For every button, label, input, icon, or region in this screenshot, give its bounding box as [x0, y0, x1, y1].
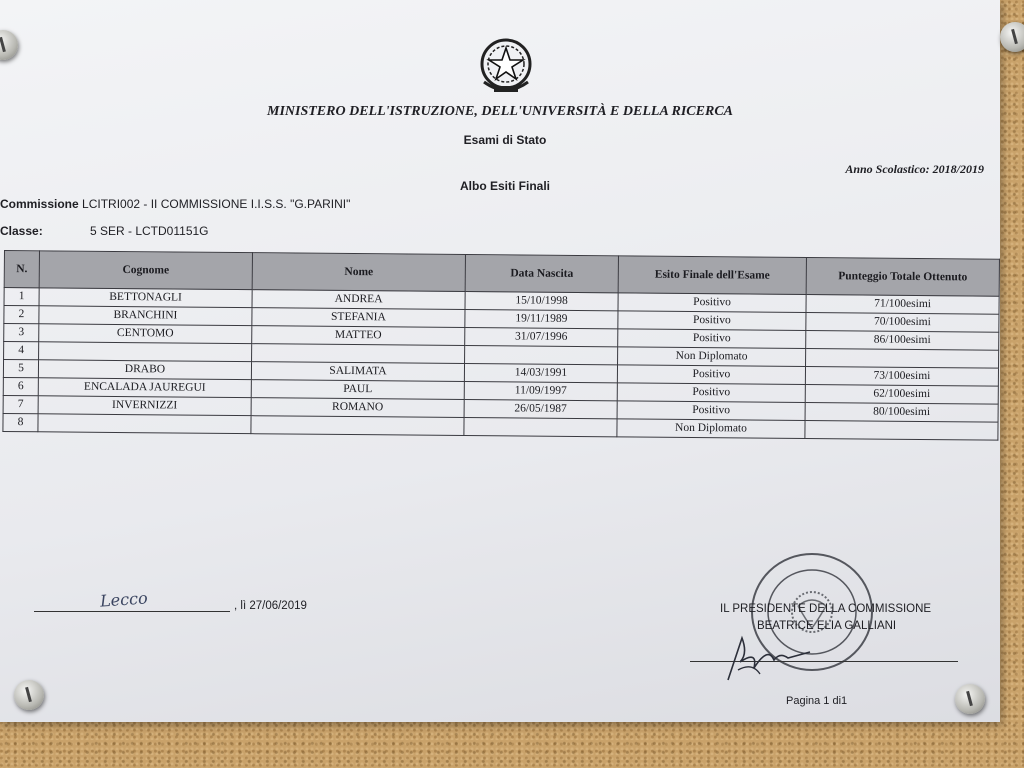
- cell-birthdate: [465, 346, 618, 365]
- cell-birthdate: 31/07/1996: [465, 328, 618, 347]
- cell-surname: DRABO: [38, 360, 251, 380]
- commission-line: [0, 197, 350, 211]
- commission-value: LCITRI002 - II COMMISSIONE I.I.S.S. "G.PARINI": [82, 197, 351, 211]
- exam-title: Esami di Stato: [463, 133, 547, 147]
- cell-name: SALIMATA: [251, 362, 464, 382]
- cell-name: PAUL: [251, 380, 464, 400]
- handwritten-place: Lecco: [99, 588, 149, 611]
- cell-number: 2: [4, 306, 39, 324]
- cell-surname: [39, 342, 252, 362]
- cell-outcome: Positivo: [618, 293, 806, 313]
- cell-number: 6: [3, 377, 38, 395]
- col-score: Punteggio Totale Ottenuto: [806, 258, 999, 297]
- cell-score: 80/100esimi: [805, 402, 998, 422]
- cell-surname: ENCALADA JAUREGUI: [38, 378, 251, 398]
- cell-score: 73/100esimi: [805, 366, 998, 386]
- cell-score: [806, 348, 999, 368]
- commission-label: Commissione: [0, 197, 79, 211]
- cell-name: [252, 344, 465, 364]
- cell-outcome: Positivo: [618, 329, 806, 349]
- pushpin-icon: [1000, 22, 1024, 52]
- col-name: Nome: [252, 253, 465, 292]
- cell-outcome: Non Diplomato: [617, 419, 805, 439]
- place-signature-line: [34, 611, 230, 612]
- cell-birthdate: [464, 418, 617, 437]
- school-year: Anno Scolastico: 2018/2019: [845, 162, 984, 176]
- pushpin-icon: [14, 680, 44, 710]
- class-line: [0, 224, 209, 238]
- cell-number: 1: [4, 288, 39, 306]
- cell-outcome: Positivo: [617, 365, 805, 385]
- cell-score: 71/100esimi: [806, 295, 999, 315]
- ministry-title: MINISTERO DELL'ISTRUZIONE, DELL'UNIVERSITÀ E DELLA RICERCA: [267, 104, 733, 119]
- cell-name: MATTEO: [252, 326, 465, 346]
- col-surname: Cognome: [39, 251, 252, 290]
- cell-surname: BETTONAGLI: [39, 288, 252, 308]
- cell-surname: CENTOMO: [39, 324, 252, 344]
- cell-birthdate: 19/11/1989: [465, 310, 618, 329]
- cell-name: [251, 416, 464, 436]
- cell-score: 62/100esimi: [805, 384, 998, 404]
- cell-outcome: Non Diplomato: [618, 347, 806, 367]
- cell-birthdate: 15/10/1998: [465, 292, 618, 311]
- cell-surname: [38, 414, 251, 434]
- cell-number: 4: [4, 342, 39, 360]
- cell-name: ANDREA: [252, 290, 465, 310]
- handwritten-signature-icon: [718, 632, 828, 684]
- cell-name: STEFANIA: [252, 308, 465, 328]
- pushpin-icon: [955, 684, 985, 714]
- cell-number: 5: [3, 360, 38, 378]
- president-title: IL PRESIDENTE DELLA COMMISSIONE: [720, 603, 932, 615]
- cell-name: ROMANO: [251, 398, 464, 418]
- cell-number: 3: [4, 324, 39, 342]
- class-value: 5 SER - LCTD01151G: [90, 224, 209, 238]
- col-number: N.: [4, 251, 39, 288]
- document-date: , lì 27/06/2019: [234, 600, 307, 612]
- president-name: BEATRICE ELIA GALLIANI: [757, 620, 897, 632]
- cell-surname: INVERNIZZI: [38, 396, 251, 416]
- col-birthdate: Data Nascita: [465, 255, 618, 293]
- cell-score: 70/100esimi: [806, 313, 999, 333]
- document-title: Albo Esiti Finali: [459, 179, 550, 193]
- results-table: [2, 250, 1000, 441]
- cell-outcome: Positivo: [617, 401, 805, 421]
- cell-outcome: Positivo: [617, 383, 805, 403]
- cell-outcome: Positivo: [618, 311, 806, 331]
- cell-birthdate: 26/05/1987: [464, 400, 617, 419]
- col-outcome: Esito Finale dell'Esame: [618, 256, 806, 295]
- page-number: Pagina 1 di1: [786, 695, 848, 707]
- class-label: Classe:: [0, 224, 43, 238]
- cell-number: 7: [3, 395, 38, 413]
- cell-birthdate: 11/09/1997: [464, 382, 617, 401]
- italian-republic-emblem-icon: [478, 36, 534, 98]
- cell-score: [805, 420, 998, 440]
- cell-score: 86/100esimi: [806, 331, 999, 351]
- cell-surname: BRANCHINI: [39, 306, 252, 326]
- cell-number: 8: [3, 413, 38, 431]
- cell-birthdate: 14/03/1991: [464, 364, 617, 383]
